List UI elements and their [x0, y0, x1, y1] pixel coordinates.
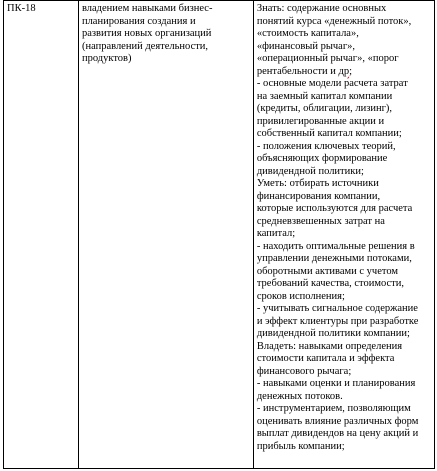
- indicator-line: которые используются для расчета: [256, 203, 413, 214]
- indicator-line: капитал;: [256, 228, 296, 239]
- indicator-line: (кредиты, облигации, лизинг),: [256, 103, 393, 114]
- competence-code: ПК-18: [7, 3, 36, 14]
- indicator-line: финансирования компании,: [256, 190, 381, 202]
- competence-line: владением навыками бизнес-: [81, 3, 213, 14]
- competence-table: [3, 0, 435, 469]
- indicator-line: объясняющих формирование: [256, 153, 388, 164]
- indicator-line: «стоимость капитала»,: [256, 28, 359, 39]
- indicator-line: - положения ключевых теорий,: [256, 140, 396, 152]
- competence-line: (направлений деятельности,: [81, 40, 209, 52]
- indicator-line: - находить оптимальные решения в: [256, 240, 415, 252]
- competence-line: планирования создания и: [81, 15, 196, 27]
- indicator-line: понятий курса «денежный поток»,: [256, 15, 412, 27]
- competence-code-cell: [4, 1, 79, 469]
- table-row: [4, 1, 435, 469]
- indicator-line: собственный капитал компании;: [256, 128, 402, 139]
- indicator-line: «операционный рычаг», «порог: [256, 53, 399, 64]
- indicator-line: средневзвешенных затрат на: [256, 215, 385, 227]
- indicator-line: «финансовый рычаг»,: [256, 40, 356, 52]
- competence-description-cell: [78, 1, 253, 469]
- indicator-line: оборотными активами с учетом: [256, 265, 399, 277]
- indicator-line: прибыль компании;: [256, 440, 345, 452]
- indicator-line: дивидендной политики компании;: [256, 328, 410, 339]
- indicator-line: стоимости капитала и эффекта: [256, 353, 395, 364]
- indicator-line: Уметь: отбирать источники: [256, 178, 379, 189]
- indicator-line: требований качества, стоимости,: [256, 278, 405, 289]
- indicator-line: финансового рычага;: [256, 365, 352, 377]
- indicator-line: дивидендной политики;: [256, 165, 364, 177]
- indicators-cell: [253, 1, 434, 469]
- competence-line: продуктов): [81, 53, 132, 64]
- indicator-line: рентабельности и др;: [256, 65, 353, 77]
- indicator-line: оценивать влияние различных форм: [256, 415, 419, 427]
- indicator-line: Владеть: навыками определения: [256, 340, 403, 352]
- indicator-line: - навыками оценки и планирования: [256, 378, 416, 389]
- indicator-line: Знать: содержание основных: [256, 3, 387, 14]
- indicator-line: на заемный капитал компании: [256, 90, 393, 102]
- indicator-line: сроков исполнения;: [256, 290, 345, 302]
- indicator-line: - инструментарием, позволяющим: [256, 403, 411, 414]
- indicator-line: привилегированные акции и: [256, 115, 385, 127]
- indicator-line: денежных потоков.: [256, 390, 343, 402]
- indicator-line: и эффект клиентуры при разработке: [256, 315, 419, 327]
- competence-line: развития новых организаций: [81, 28, 212, 39]
- indicator-line: - основные модели расчета затрат: [256, 78, 408, 89]
- indicator-line: - учитывать сигнальное содержание: [256, 303, 418, 314]
- indicator-line: управлении денежными потоками,: [256, 253, 412, 264]
- indicator-line: выплат дивидендов на цену акций и: [256, 428, 419, 439]
